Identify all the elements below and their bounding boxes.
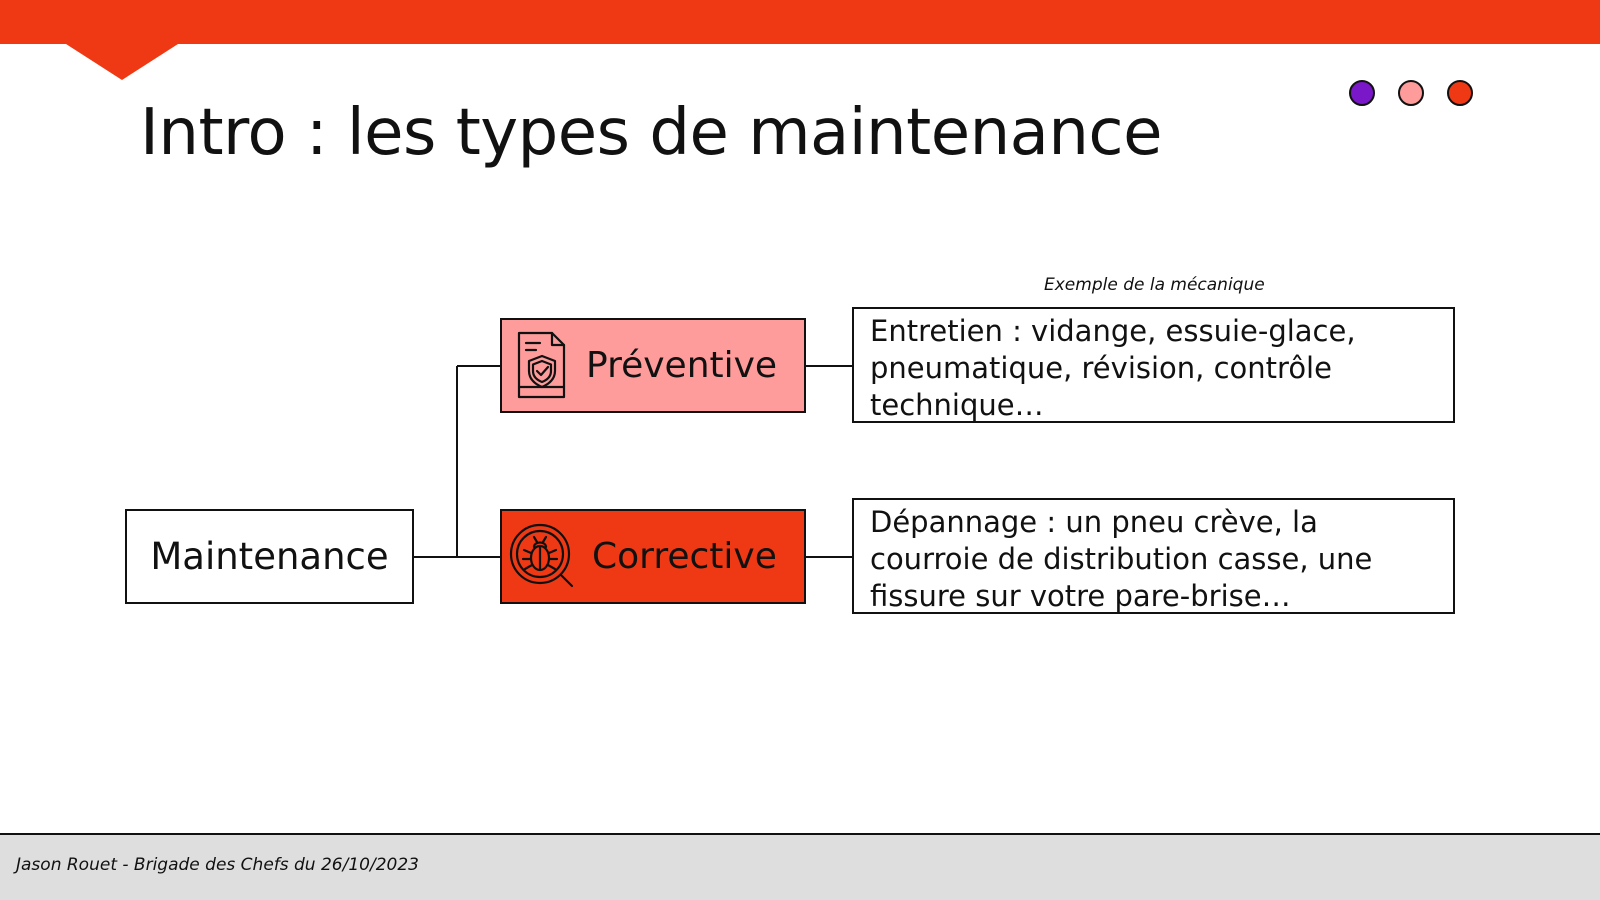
slide-title: Intro : les types de maintenance [140, 96, 1162, 170]
corrective-node [500, 509, 806, 604]
preventive-example-box: Entretien : vidange, essuie-glace, pneumatique, révision, contrôle technique… [852, 307, 1455, 423]
maintenance-node [125, 509, 414, 604]
corrective-label: Corrective [592, 536, 777, 577]
footer-bar [0, 833, 1600, 900]
maintenance-label: Maintenance [150, 535, 389, 578]
shield-document-icon [514, 331, 572, 401]
footer-credit: Jason Rouet - Brigade des Chefs du 26/10/2023 [16, 855, 419, 875]
corrective-example-box: Dépannage : un pneu crève, la courroie de distribution casse, une fissure sur votre pare-brise… [852, 498, 1455, 614]
preventive-label: Préventive [586, 345, 778, 386]
preventive-node [500, 318, 806, 413]
bug-magnifier-icon [508, 522, 578, 592]
example-caption: Exemple de la mécanique [1044, 275, 1265, 295]
